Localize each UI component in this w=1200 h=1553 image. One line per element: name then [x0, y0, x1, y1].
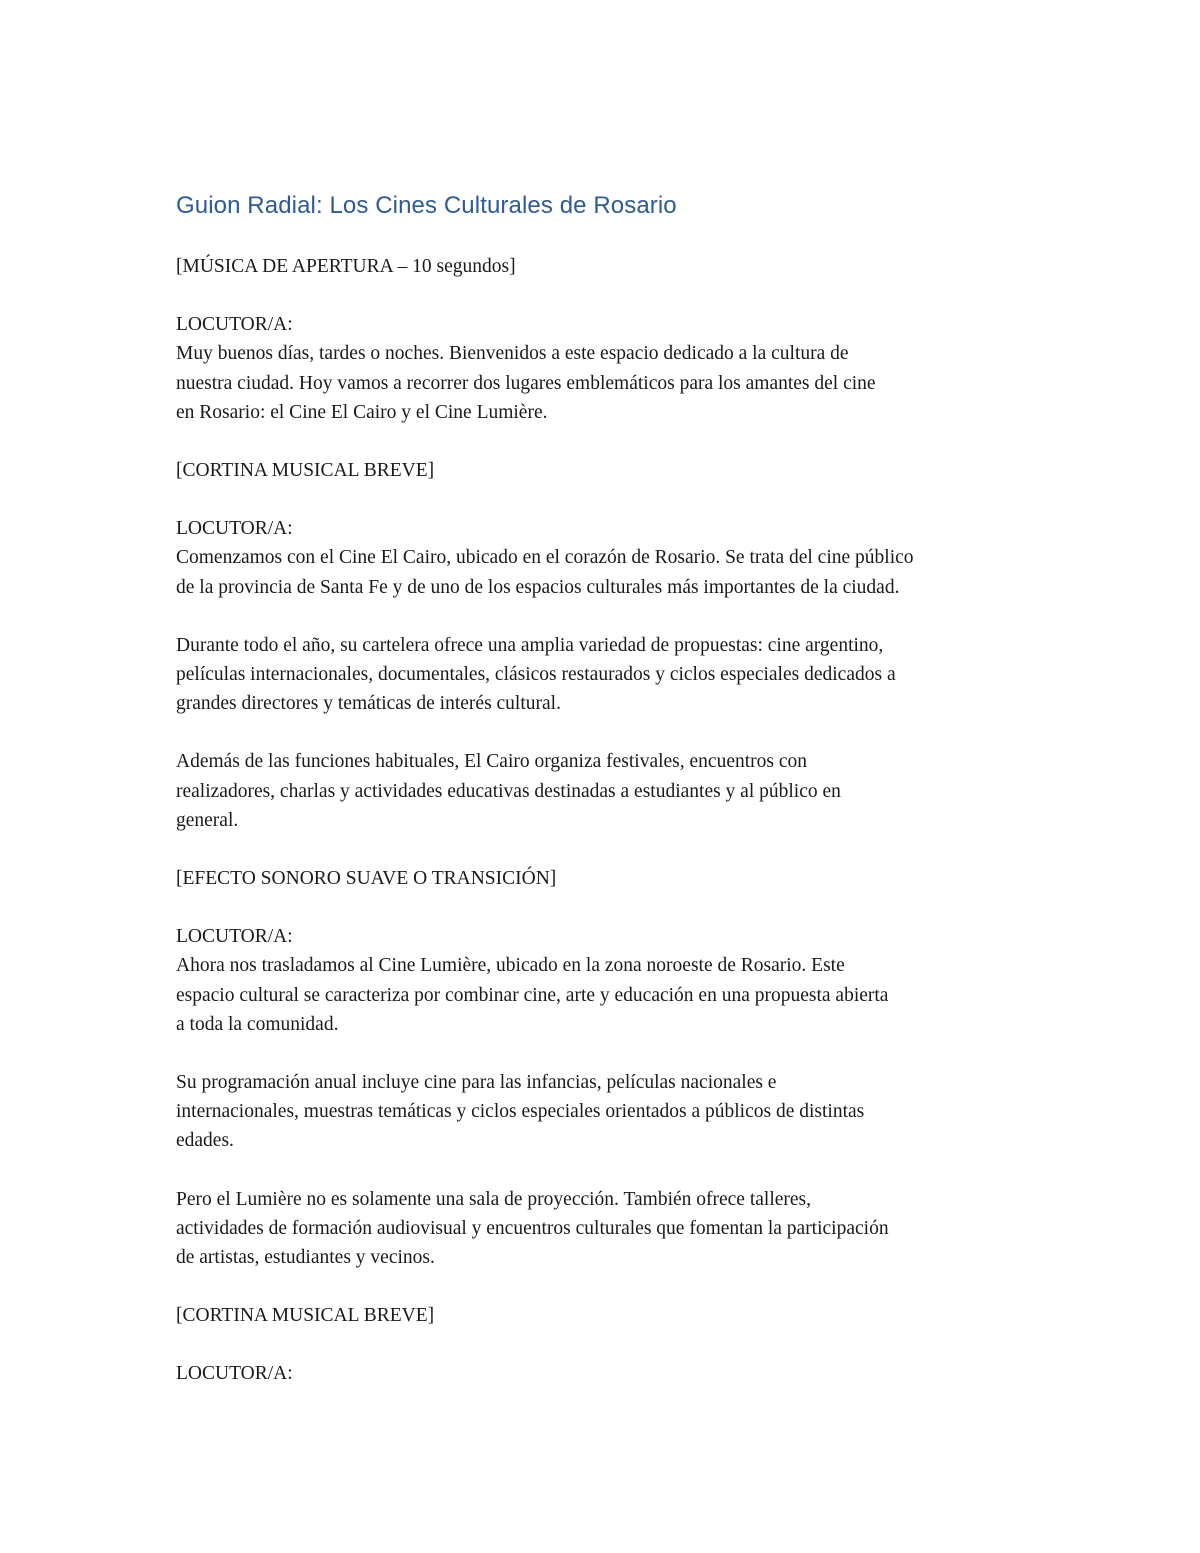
stage-direction	[176, 864, 1036, 893]
text-line: a toda la comunidad.	[176, 1013, 339, 1035]
text-line: Su programación anual incluye cine para las infancias, películas nacionales e	[176, 1072, 777, 1094]
stage-direction	[176, 456, 1036, 485]
paragraph	[176, 747, 1036, 835]
text-line: Pero el Lumière no es solamente una sala de proyección. También ofrece talleres,	[176, 1188, 812, 1210]
paragraph	[176, 631, 1036, 719]
document-title: Guion Radial: Los Cines Culturales de Rosario	[176, 192, 677, 219]
speaker-label: LOCUTOR/A:	[176, 926, 293, 948]
text-line: [CORTINA MUSICAL BREVE]	[176, 460, 435, 482]
stage-direction	[176, 252, 1036, 281]
text-line: internacionales, muestras temáticas y ciclos especiales orientados a públicos de distintas	[176, 1101, 865, 1123]
stage-direction	[176, 1301, 1036, 1330]
text-line: [MÚSICA DE APERTURA – 10 segundos]	[176, 256, 516, 277]
text-line: en Rosario: el Cine El Cairo y el Cine Lumière.	[176, 401, 548, 423]
text-line: de la provincia de Santa Fe y de uno de los espacios culturales más importantes de la ciudad.	[176, 576, 900, 598]
document-content	[176, 190, 1036, 1418]
text-line: [EFECTO SONORO SUAVE O TRANSICIÓN]	[176, 868, 557, 890]
announcer-paragraph	[176, 1359, 1036, 1388]
paragraph	[176, 1185, 1036, 1273]
text-line: Comenzamos con el Cine El Cairo, ubicado en el corazón de Rosario. Se trata del cine público	[176, 547, 914, 569]
text-line: actividades de formación audiovisual y encuentros culturales que fomentan la participación	[176, 1217, 889, 1239]
speaker-label: LOCUTOR/A:	[176, 518, 293, 540]
text-line: Muy buenos días, tardes o noches. Bienvenidos a este espacio dedicado a la cultura de	[176, 343, 849, 365]
text-line: edades.	[176, 1130, 234, 1152]
text-line: grandes directores y temáticas de interés cultural.	[176, 693, 561, 715]
speaker-label: LOCUTOR/A:	[176, 1363, 293, 1385]
text-line: Durante todo el año, su cartelera ofrece una amplia variedad de propuestas: cine argentino,	[176, 634, 884, 656]
announcer-paragraph	[176, 922, 1036, 1039]
speaker-label: LOCUTOR/A:	[176, 314, 293, 336]
text-line: nuestra ciudad. Hoy vamos a recorrer dos lugares emblemáticos para los amantes del cine	[176, 372, 876, 394]
text-line: de artistas, estudiantes y vecinos.	[176, 1247, 435, 1269]
announcer-paragraph	[176, 514, 1036, 602]
text-line: Ahora nos trasladamos al Cine Lumière, ubicado en la zona noroeste de Rosario. Este	[176, 955, 845, 977]
text-line: películas internacionales, documentales, clásicos restaurados y ciclos especiales dedicados a	[176, 664, 896, 686]
text-line: Además de las funciones habituales, El Cairo organiza festivales, encuentros con	[176, 751, 808, 773]
text-line: [CORTINA MUSICAL BREVE]	[176, 1305, 435, 1327]
announcer-paragraph	[176, 310, 1036, 427]
text-line: general.	[176, 809, 239, 831]
paragraph	[176, 1068, 1036, 1156]
text-line: realizadores, charlas y actividades educativas destinadas a estudiantes y al público en	[176, 780, 841, 802]
text-line: espacio cultural se caracteriza por combinar cine, arte y educación en una propuesta abierta	[176, 984, 889, 1006]
